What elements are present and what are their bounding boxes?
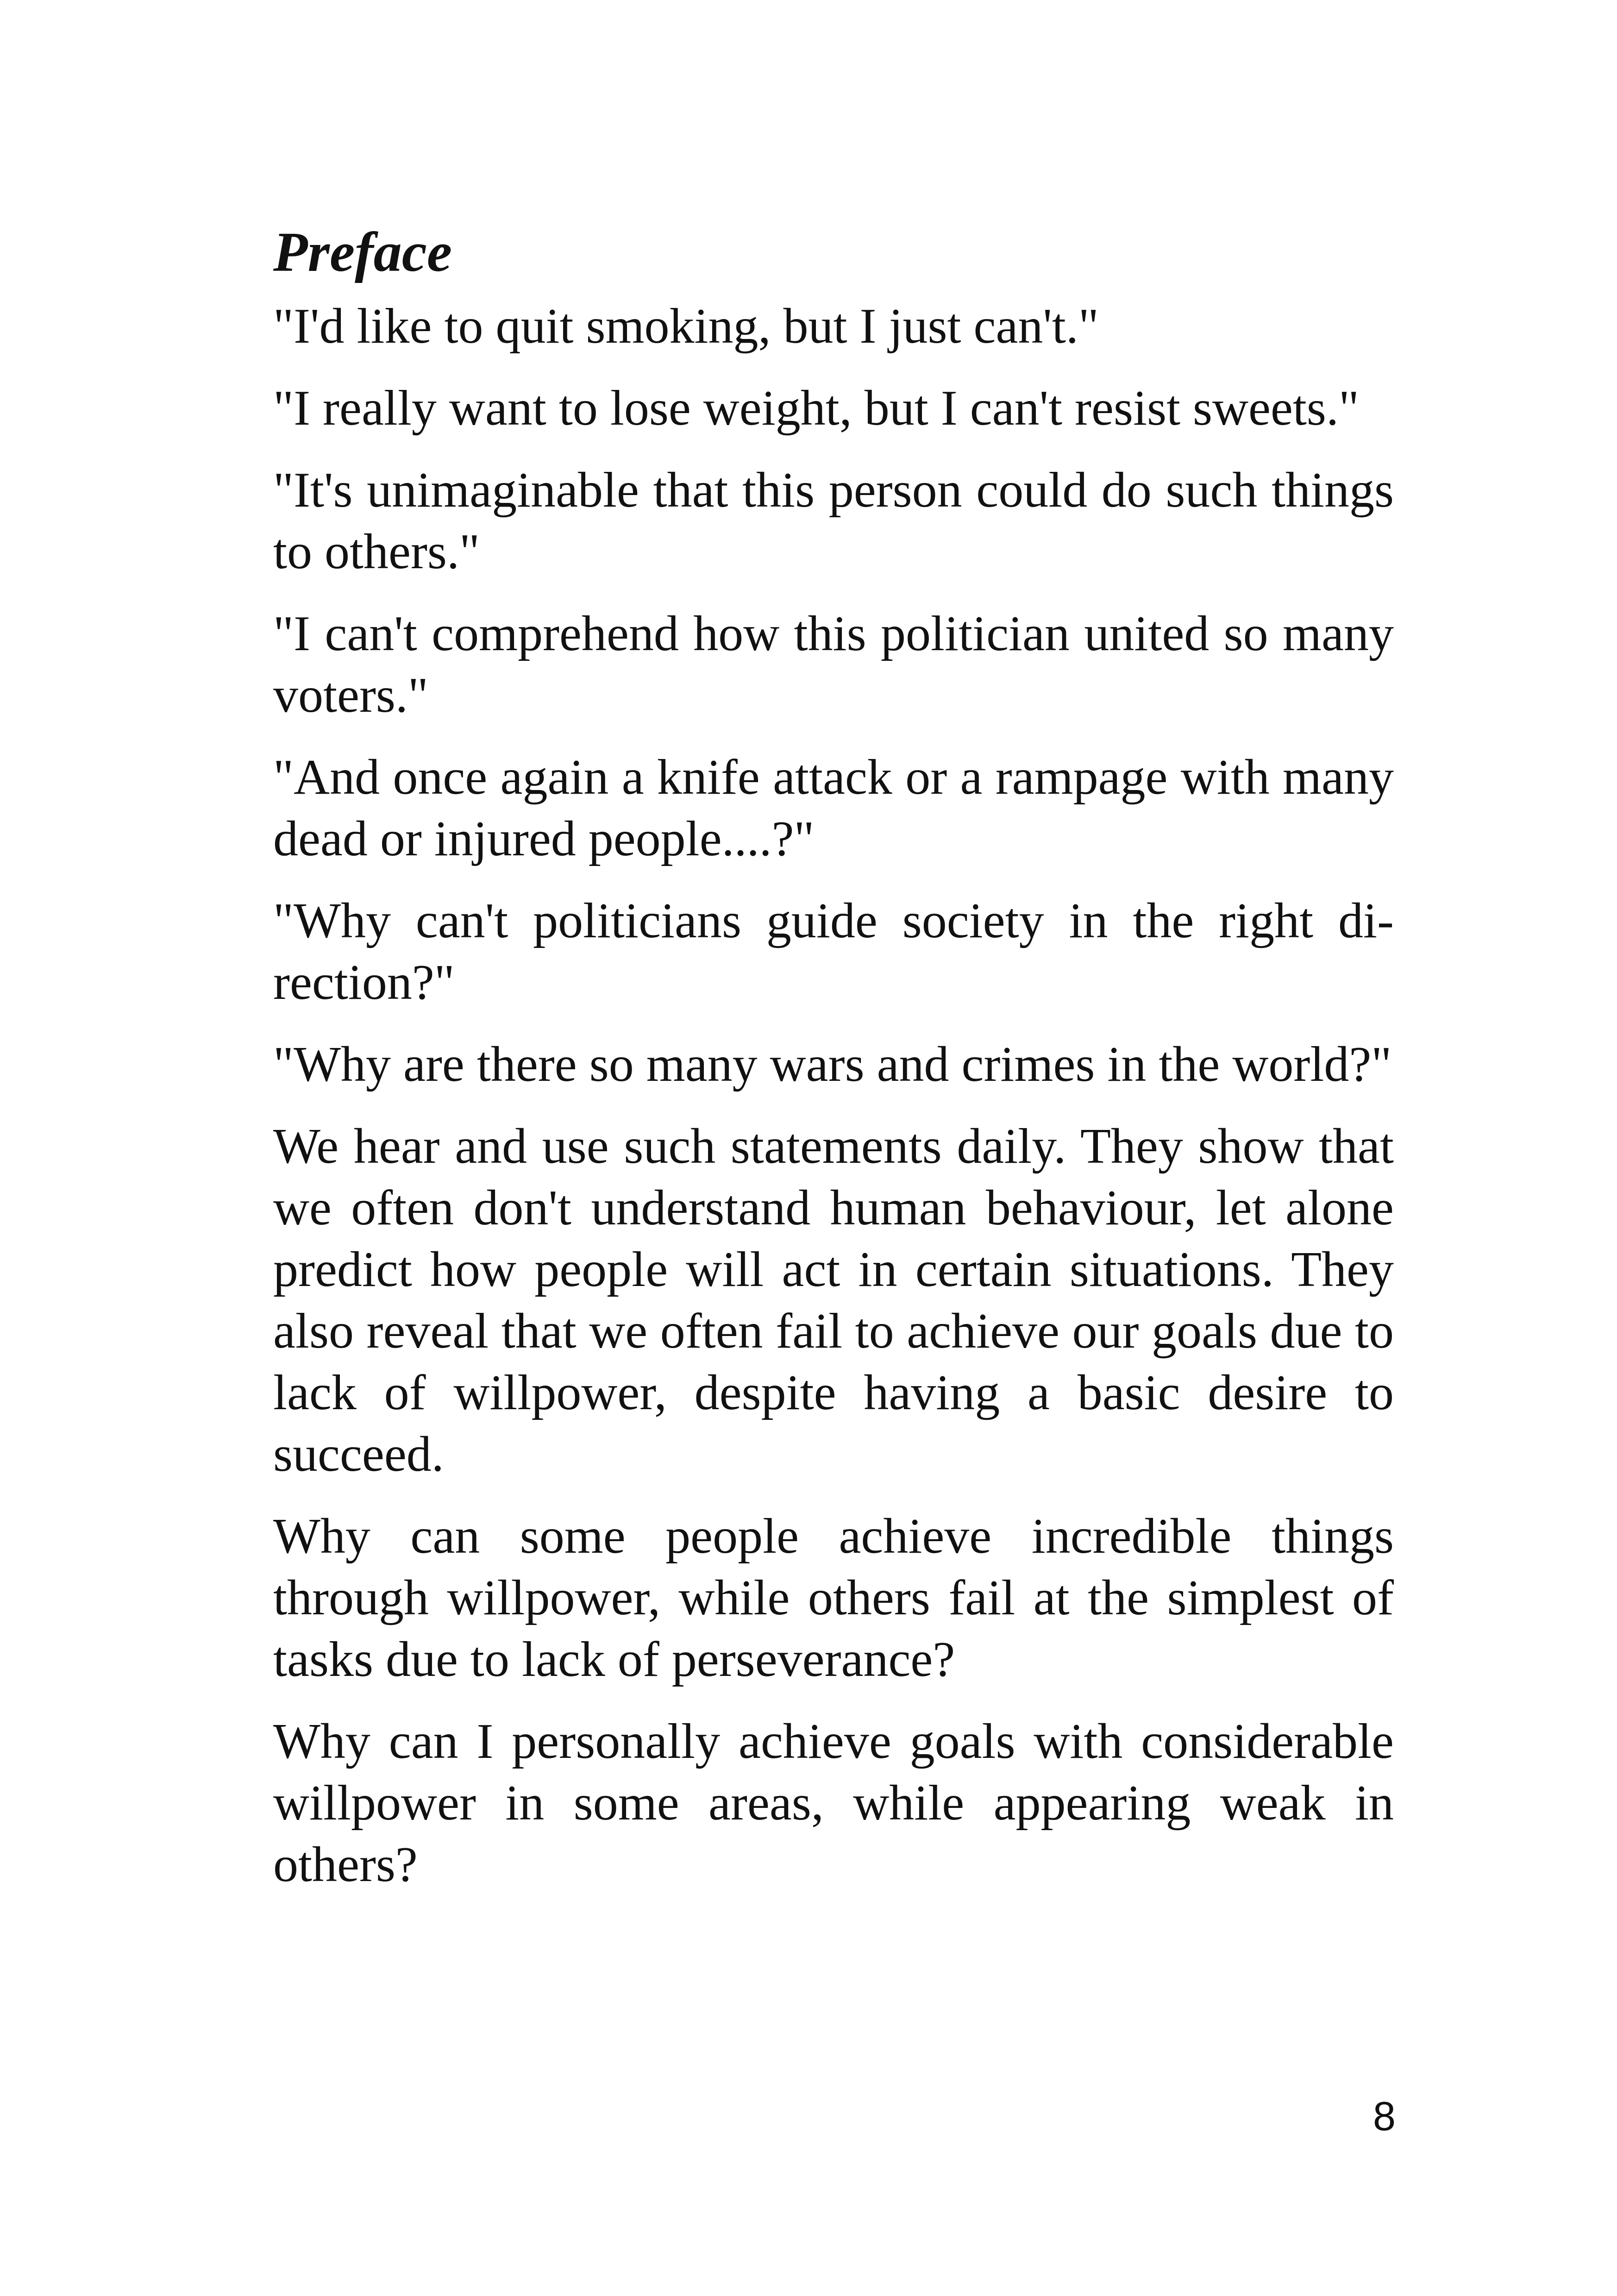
page-number: 8 [1373, 2093, 1396, 2139]
paragraph-6: "Why can't politicians guide society in the right direction?" [273, 893, 1394, 1010]
paragraph-7: "Why are there so many wars and crimes in the world?" [273, 1037, 1392, 1092]
paragraph-9: Why can some people achieve incredible things through willpower, while others fail at the simplest of tasks due to lack of perseverance? [273, 1509, 1394, 1687]
paragraph-1: "I'd like to quit smoking, but I just can't." [273, 299, 1099, 354]
paragraph-10: Why can I personally achieve goals with considerable willpower in some areas, while appearing weak in others? [273, 1714, 1394, 1892]
paragraph-4: "I can't comprehend how this politician united so many voters." [273, 606, 1394, 723]
paragraph-2: "I really want to lose weight, but I can't resist sweets." [273, 381, 1360, 436]
text-column [273, 218, 1394, 1916]
paragraph-8: We hear and use such statements daily. They show that we often don't understand human behaviour, let alone predict how people will act in certain situations. They also reveal that we often fail to achieve our goals due to lack of willpower, despite having a basic desire to succeed. [273, 1119, 1394, 1482]
paragraph-5: "And once again a knife attack or a rampage with many dead or injured people....?" [273, 750, 1394, 866]
section-title: Preface [273, 221, 452, 283]
paragraph-3: "It's unimaginable that this person could do such things to others." [273, 463, 1394, 579]
